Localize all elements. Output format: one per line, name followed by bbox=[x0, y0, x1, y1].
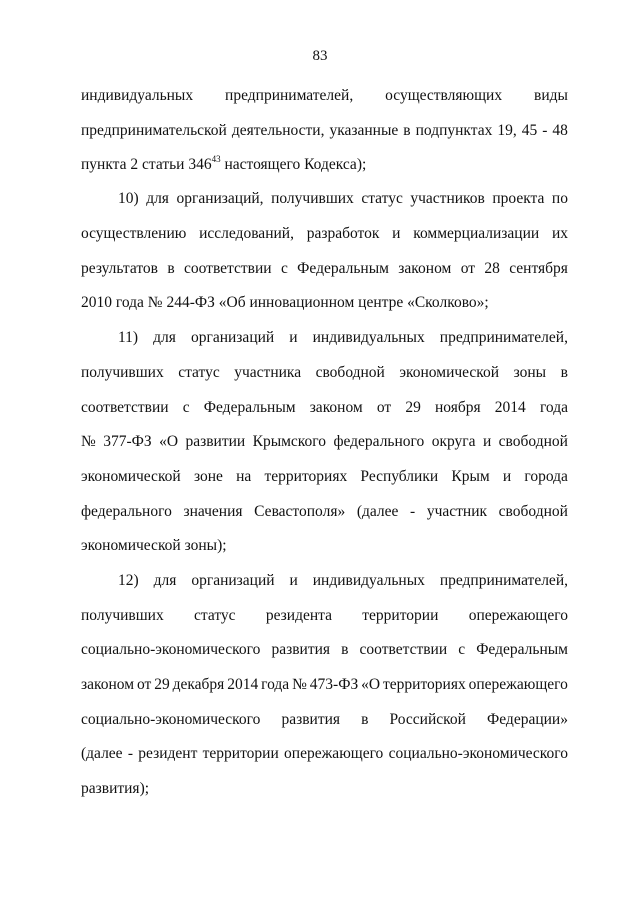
word: от bbox=[376, 399, 392, 416]
word: разработок bbox=[306, 225, 380, 242]
page-number: 83 bbox=[312, 48, 328, 64]
word: Крымского bbox=[252, 433, 327, 450]
word: исследований, bbox=[199, 225, 294, 242]
word: города bbox=[524, 468, 568, 485]
word: 29 bbox=[405, 399, 421, 416]
word: (далее bbox=[81, 745, 123, 762]
word: - bbox=[127, 745, 134, 762]
word: участник bbox=[426, 503, 488, 520]
word: виды bbox=[534, 87, 568, 104]
word: развития bbox=[281, 711, 341, 728]
word: развития bbox=[271, 641, 331, 658]
word: осуществляющих bbox=[385, 87, 503, 104]
text-line bbox=[81, 640, 568, 660]
word: территории bbox=[362, 607, 439, 624]
word: «О bbox=[159, 433, 179, 450]
word: для bbox=[146, 190, 169, 207]
word: свободной bbox=[315, 364, 385, 381]
word: - bbox=[542, 122, 548, 139]
word: 2014 bbox=[227, 676, 259, 693]
word: территориях bbox=[383, 676, 466, 693]
text-line bbox=[118, 571, 568, 591]
word: резидент bbox=[138, 745, 198, 762]
word: территории bbox=[202, 745, 279, 762]
text-line bbox=[81, 259, 568, 279]
word: их bbox=[551, 225, 568, 242]
word: и bbox=[482, 433, 492, 450]
word: в bbox=[167, 260, 175, 277]
word: указанные bbox=[329, 122, 399, 139]
word: предпринимателей, bbox=[225, 87, 354, 104]
word: индивидуальных bbox=[81, 87, 194, 104]
word: зоны bbox=[513, 364, 547, 381]
text-line bbox=[81, 606, 568, 626]
word: с bbox=[280, 260, 288, 277]
word: федерального bbox=[81, 503, 172, 520]
word: на bbox=[236, 468, 252, 485]
word: индивидуальных bbox=[312, 329, 425, 346]
word: 11) bbox=[118, 329, 139, 346]
word: для bbox=[153, 329, 176, 346]
word: и bbox=[289, 572, 298, 589]
word: 2014 bbox=[494, 399, 526, 416]
text-line bbox=[81, 224, 568, 244]
text-line: экономической зоны); bbox=[81, 537, 227, 554]
word: с bbox=[458, 641, 466, 658]
text-line: развития); bbox=[81, 780, 150, 797]
word: года bbox=[539, 399, 568, 416]
word: федерального bbox=[333, 433, 425, 450]
word: результатов bbox=[81, 260, 158, 277]
word: в bbox=[560, 364, 568, 381]
word: «О bbox=[361, 676, 381, 693]
word: резидента bbox=[265, 607, 332, 624]
word: и bbox=[392, 225, 401, 242]
word: законом bbox=[398, 260, 452, 277]
word: 28 bbox=[484, 260, 500, 277]
text-line: пункта 2 статьи $346^{43}$ настоящего Кодекса); bbox=[81, 154, 367, 173]
word: получивших bbox=[81, 607, 164, 624]
word: законом bbox=[309, 399, 363, 416]
text-line bbox=[81, 467, 568, 487]
word: статус bbox=[178, 364, 220, 381]
word: развитии bbox=[185, 433, 246, 450]
word: социально-экономического bbox=[81, 641, 261, 658]
word: статус bbox=[361, 190, 403, 207]
word: организаций bbox=[191, 572, 275, 589]
word: 19, bbox=[497, 122, 517, 139]
word: опережающего bbox=[284, 745, 384, 762]
word: 12) bbox=[118, 572, 139, 589]
word: соответствии bbox=[81, 399, 169, 416]
word: значения bbox=[183, 503, 243, 520]
word: Российской bbox=[389, 711, 466, 728]
word: свободной bbox=[498, 503, 568, 520]
word: Федеральным bbox=[297, 260, 389, 277]
word: организаций, bbox=[176, 190, 264, 207]
word: зоне bbox=[193, 468, 223, 485]
word: № bbox=[292, 676, 307, 693]
text-line bbox=[81, 502, 568, 522]
word: получивших bbox=[81, 364, 164, 381]
word: подпунктах bbox=[415, 122, 493, 139]
word: № bbox=[81, 433, 96, 450]
word: для bbox=[153, 572, 177, 589]
text-line bbox=[118, 189, 568, 209]
word: деятельности, bbox=[231, 122, 325, 139]
word: сентября bbox=[509, 260, 568, 277]
word: Федеральным bbox=[203, 399, 296, 416]
word: свободной bbox=[498, 433, 568, 450]
word: 45 bbox=[521, 122, 538, 139]
word: предпринимателей, bbox=[439, 329, 568, 346]
word: Федеральным bbox=[476, 641, 568, 658]
word: и bbox=[502, 468, 512, 485]
text-line bbox=[81, 398, 568, 418]
text-line bbox=[81, 710, 568, 730]
word: 29 bbox=[154, 676, 170, 693]
text-line bbox=[81, 86, 568, 106]
text-line bbox=[81, 432, 568, 452]
word: получивших bbox=[271, 190, 354, 207]
word: предпринимательской bbox=[81, 122, 227, 139]
word: статус bbox=[194, 607, 236, 624]
word: коммерциализации bbox=[413, 225, 540, 242]
word: 377-ФЗ bbox=[103, 433, 152, 450]
word: территориях bbox=[264, 468, 348, 485]
word: ноября bbox=[435, 399, 481, 416]
word: индивидуальных bbox=[312, 572, 425, 589]
word: опережающего bbox=[468, 676, 568, 693]
word: участников bbox=[410, 190, 485, 207]
word: Республики bbox=[360, 468, 439, 485]
word: с bbox=[182, 399, 190, 416]
word: организаций bbox=[190, 329, 275, 346]
word: Федерации» bbox=[487, 711, 568, 728]
text-line bbox=[81, 675, 568, 695]
word: соответствии bbox=[359, 641, 448, 658]
word: Севастополя» bbox=[254, 503, 346, 520]
word: Крым bbox=[451, 468, 490, 485]
word: осуществлению bbox=[81, 225, 187, 242]
word: предпринимателей, bbox=[439, 572, 568, 589]
word: (далее bbox=[356, 503, 399, 520]
text-line bbox=[81, 363, 568, 383]
word: декабря bbox=[172, 676, 225, 693]
word: экономической bbox=[81, 468, 181, 485]
text-line: 2010 года № 244-ФЗ «Об инновационном центре «Сколково»; bbox=[81, 294, 489, 311]
text-line bbox=[118, 328, 568, 348]
word: в bbox=[361, 711, 369, 728]
word: социально-экономического bbox=[81, 711, 261, 728]
word: от bbox=[460, 260, 476, 277]
word: социально-экономического bbox=[388, 745, 568, 762]
word: опережающего bbox=[468, 607, 568, 624]
word: законом bbox=[81, 676, 135, 693]
text-line bbox=[81, 744, 568, 764]
word: 48 bbox=[552, 122, 568, 139]
word: в bbox=[403, 122, 411, 139]
word: в bbox=[341, 641, 349, 658]
superscript: 43 bbox=[211, 154, 221, 164]
word: проекта bbox=[492, 190, 545, 207]
word: и bbox=[289, 329, 298, 346]
word: - bbox=[410, 503, 416, 520]
word: по bbox=[551, 190, 568, 207]
word: участника bbox=[234, 364, 302, 381]
text-line bbox=[81, 121, 568, 141]
word: 473-ФЗ bbox=[309, 676, 359, 693]
word: 10) bbox=[118, 190, 139, 207]
word: соответствии bbox=[184, 260, 272, 277]
word: от bbox=[136, 676, 152, 693]
word: экономической bbox=[399, 364, 500, 381]
word: округа bbox=[431, 433, 476, 450]
word: года bbox=[261, 676, 290, 693]
